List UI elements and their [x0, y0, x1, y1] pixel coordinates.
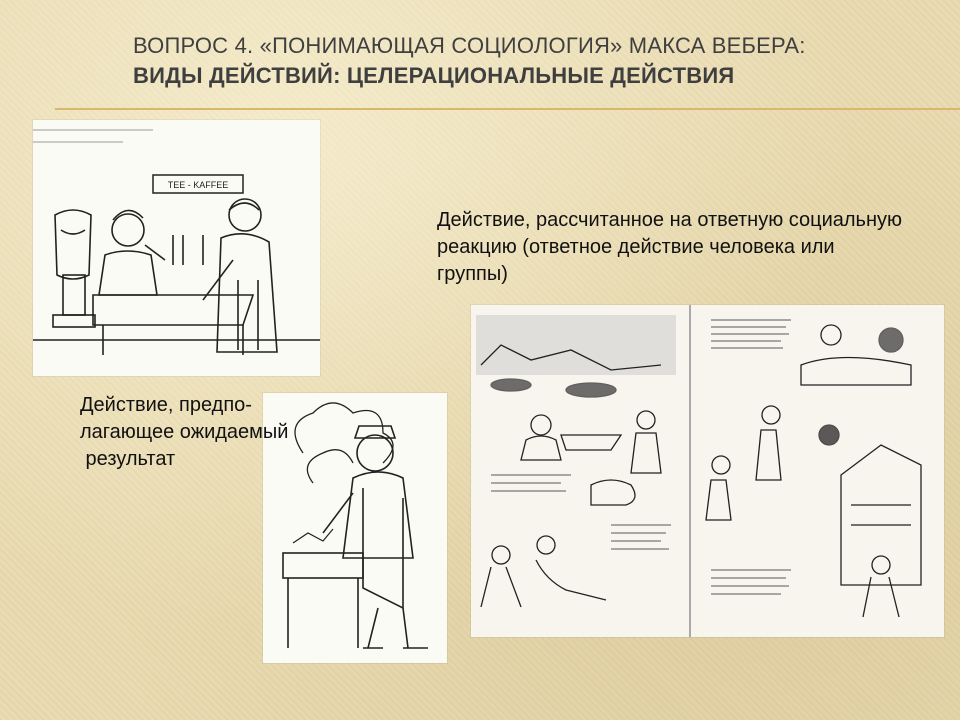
caption-expected-line2: лагающее ожидаемый: [80, 421, 289, 443]
cafe-sign-text: TEE - KAFFEE: [167, 180, 229, 190]
caption-expected-line3: результат: [80, 448, 176, 470]
book-spread-illustration: [471, 305, 944, 637]
caption-expected-line1: Действие, предпо-: [80, 394, 252, 416]
cafe-counter-illustration: [33, 120, 320, 376]
slide-title-line2: ВИДЫ ДЕЙСТВИЙ: ЦЕЛЕРАЦИОНАЛЬНЫЕ ДЕЙСТВИЯ: [133, 63, 735, 88]
slide-title-line1: ВОПРОС 4. «ПОНИМАЮЩАЯ СОЦИОЛОГИЯ» МАКСА ВЕБЕРА:: [133, 33, 806, 58]
caption-expected-result: [80, 392, 320, 473]
caption-social-reaction: Действие, рассчитанное на ответную социальную реакцию (ответное действие человека или группы): [437, 209, 903, 285]
title-divider: [55, 108, 960, 110]
